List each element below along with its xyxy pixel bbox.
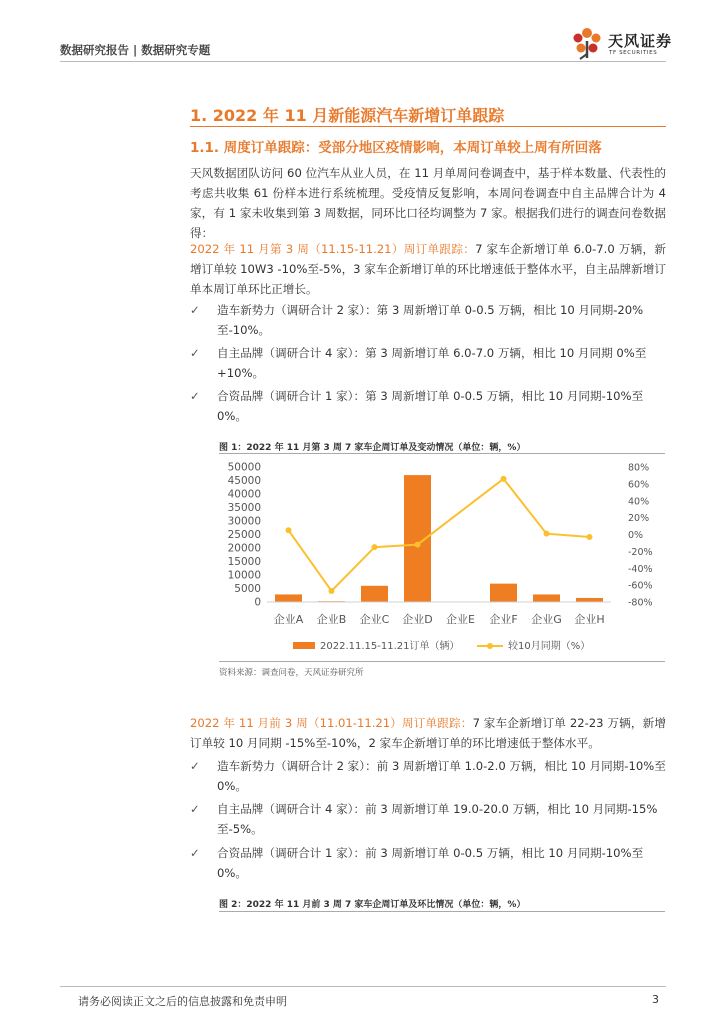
point-企业G <box>544 531 550 537</box>
x-tick-label: 企业D <box>402 613 433 626</box>
page-number: 3 <box>652 993 659 1006</box>
x-tick-label: 企业G <box>531 613 562 626</box>
footer-divider <box>60 986 666 987</box>
x-tick-label: 企业E <box>446 613 475 626</box>
cumulative-paragraph <box>190 713 666 753</box>
y-right-tick-label: -40% <box>628 563 653 575</box>
intro-paragraph: 天风数据团队访问 60 位汽车从业人员，在 11 月单周问卷调查中，基于样本数量、代表性的考虑共收集 61 份样本进行系统梳理。受疫情反复影响，本周问卷调查中自主品牌合计为 4 家，有 1 家未收集到第 3 周数据，同环比口径均调整为 7 家。根据我们进行的调查问卷数据得： <box>190 166 666 240</box>
y-left-tick-label: 35000 <box>227 502 261 514</box>
header-divider <box>60 61 666 62</box>
figure2-top-rule <box>219 911 665 912</box>
section-heading: 1. 2022 年 11 月新能源汽车新增订单跟踪 <box>190 106 505 125</box>
week3-bullet-1: ✓ 造车新势力（调研合计 2 家）：第 3 周新增订单 0-0.5 万辆，相比 10 月同期-20%至-10%。 <box>190 300 666 340</box>
figure1-title: 图 1：2022 年 11 月第 3 周 7 家车企周订单及变动情况（单位：辆，%） <box>219 443 526 453</box>
x-tick-label: 企业A <box>273 613 304 626</box>
y-left-tick-label: 5000 <box>234 583 261 595</box>
logo-text-cn: 天风证券 <box>608 32 673 50</box>
point-企业C <box>372 544 378 550</box>
footer-disclaimer: 请务必阅读正文之后的信息披露和免责申明 <box>78 995 287 1008</box>
y-left-tick-label: 20000 <box>227 542 261 555</box>
legend-label-line: 较10月同期（%） <box>508 641 591 652</box>
point-企业F <box>501 476 507 482</box>
bar-企业C <box>361 586 388 602</box>
bar-企业G <box>533 594 560 602</box>
y-left-tick-label: 15000 <box>227 556 261 568</box>
x-tick-label: 企业H <box>574 613 605 626</box>
y-left-tick-label: 30000 <box>227 515 261 528</box>
figure1-top-rule <box>219 453 665 454</box>
figure1-source: 资料来源：调查问卷，天风证券研究所 <box>219 668 364 678</box>
legend-label-bar: 2022.11.15-11.21订单（辆） <box>320 641 460 652</box>
check-icon: ✓ <box>190 846 200 860</box>
company-logo <box>568 24 678 64</box>
point-企业D <box>415 542 421 548</box>
week3-lead: 2022 年 11 月第 3 周（11.15-11.21）周订单跟踪： <box>190 242 476 256</box>
week3-bullet-3: ✓ 合资品牌（调研合计 1 家）：第 3 周新增订单 0-0.5 万辆，相比 10 月同期-10%至 0%。 <box>190 386 666 426</box>
bar-企业A <box>275 594 302 602</box>
y-left-tick-label: 25000 <box>227 529 261 541</box>
check-icon: ✓ <box>190 303 200 317</box>
y-left-tick-label: 50000 <box>227 461 261 474</box>
x-tick-label: 企业B <box>316 613 347 626</box>
point-企业A <box>286 527 292 533</box>
subsection-heading: 1.1. 周度订单跟踪：受部分地区疫情影响，本周订单较上周有所回落 <box>190 140 602 156</box>
figure2-title: 图 2：2022 年 11 月前 3 周 7 家车企周订单及环比情况（单位：辆，%） <box>219 900 526 910</box>
report-category: 数据研究报告 | 数据研究专题 <box>60 43 211 57</box>
flower-logo-icon <box>568 24 606 62</box>
point-企业B <box>329 588 335 594</box>
check-icon: ✓ <box>190 802 200 816</box>
legend-swatch-marker <box>487 643 493 649</box>
y-right-tick-label: -80% <box>628 597 653 609</box>
y-right-tick-label: 40% <box>628 496 650 508</box>
logo-text-en: TF SECURITIES <box>609 50 658 56</box>
check-icon: ✓ <box>190 389 200 403</box>
cumulative-bullet-1: ✓ 造车新势力（调研合计 2 家）：前 3 周新增订单 1.0-2.0 万辆，相比 10 月同期-10%至 0%。 <box>190 756 666 796</box>
y-right-tick-label: 0% <box>628 530 644 541</box>
y-left-tick-label: 40000 <box>227 488 261 501</box>
y-right-tick-label: 80% <box>628 462 650 474</box>
section-heading-rule <box>190 126 666 127</box>
bar-企业H <box>576 598 603 602</box>
y-left-tick-label: 10000 <box>227 569 261 582</box>
y-right-tick-label: 60% <box>628 479 650 491</box>
x-tick-label: 企业F <box>489 613 518 626</box>
cumulative-bullet-3: ✓ 合资品牌（调研合计 1 家）：前 3 周新增订单 0-0.5 万辆，相比 10 月同期-10%至 0%。 <box>190 843 666 883</box>
y-right-tick-label: -20% <box>628 546 653 558</box>
cumulative-body: 7 家车企新增订单 22-23 万辆，新增订单较 10 月同期 -15%至-10%，2 家车企新增订单的环比增速低于整体水平。 <box>190 716 666 750</box>
orders-chart <box>219 455 665 660</box>
bar-企业F <box>490 584 517 602</box>
y-left-tick-label: 45000 <box>227 475 261 487</box>
y-right-tick-label: 20% <box>628 513 650 525</box>
week3-bullet-2: ✓ 自主品牌（调研合计 4 家）：第 3 周新增订单 6.0-7.0 万辆，相比 10 月同期 0%至+10%。 <box>190 343 666 383</box>
x-tick-label: 企业C <box>359 613 390 626</box>
check-icon: ✓ <box>190 759 200 773</box>
figure1-bottom-rule <box>219 661 665 662</box>
legend-swatch-bar <box>293 642 315 649</box>
cumulative-lead: 2022 年 11 月前 3 周（11.01-11.21）周订单跟踪： <box>190 716 473 730</box>
week3-paragraph <box>190 239 666 299</box>
y-left-tick-label: 0 <box>254 596 261 609</box>
check-icon: ✓ <box>190 346 200 360</box>
week3-body: 7 家车企新增订单 6.0-7.0 万辆，新增订单较 10W3 -10%至-5%，3 家车企新增订单的环比增速低于整体水平，自主品牌新增订单本周订单环比正增长。 <box>190 242 666 296</box>
y-right-tick-label: -60% <box>628 580 653 592</box>
cumulative-bullet-2: ✓ 自主品牌（调研合计 4 家）：前 3 周新增订单 19.0-20.0 万辆，相比 10 月同期-15%至-5%。 <box>190 799 666 839</box>
point-企业H <box>587 534 593 540</box>
